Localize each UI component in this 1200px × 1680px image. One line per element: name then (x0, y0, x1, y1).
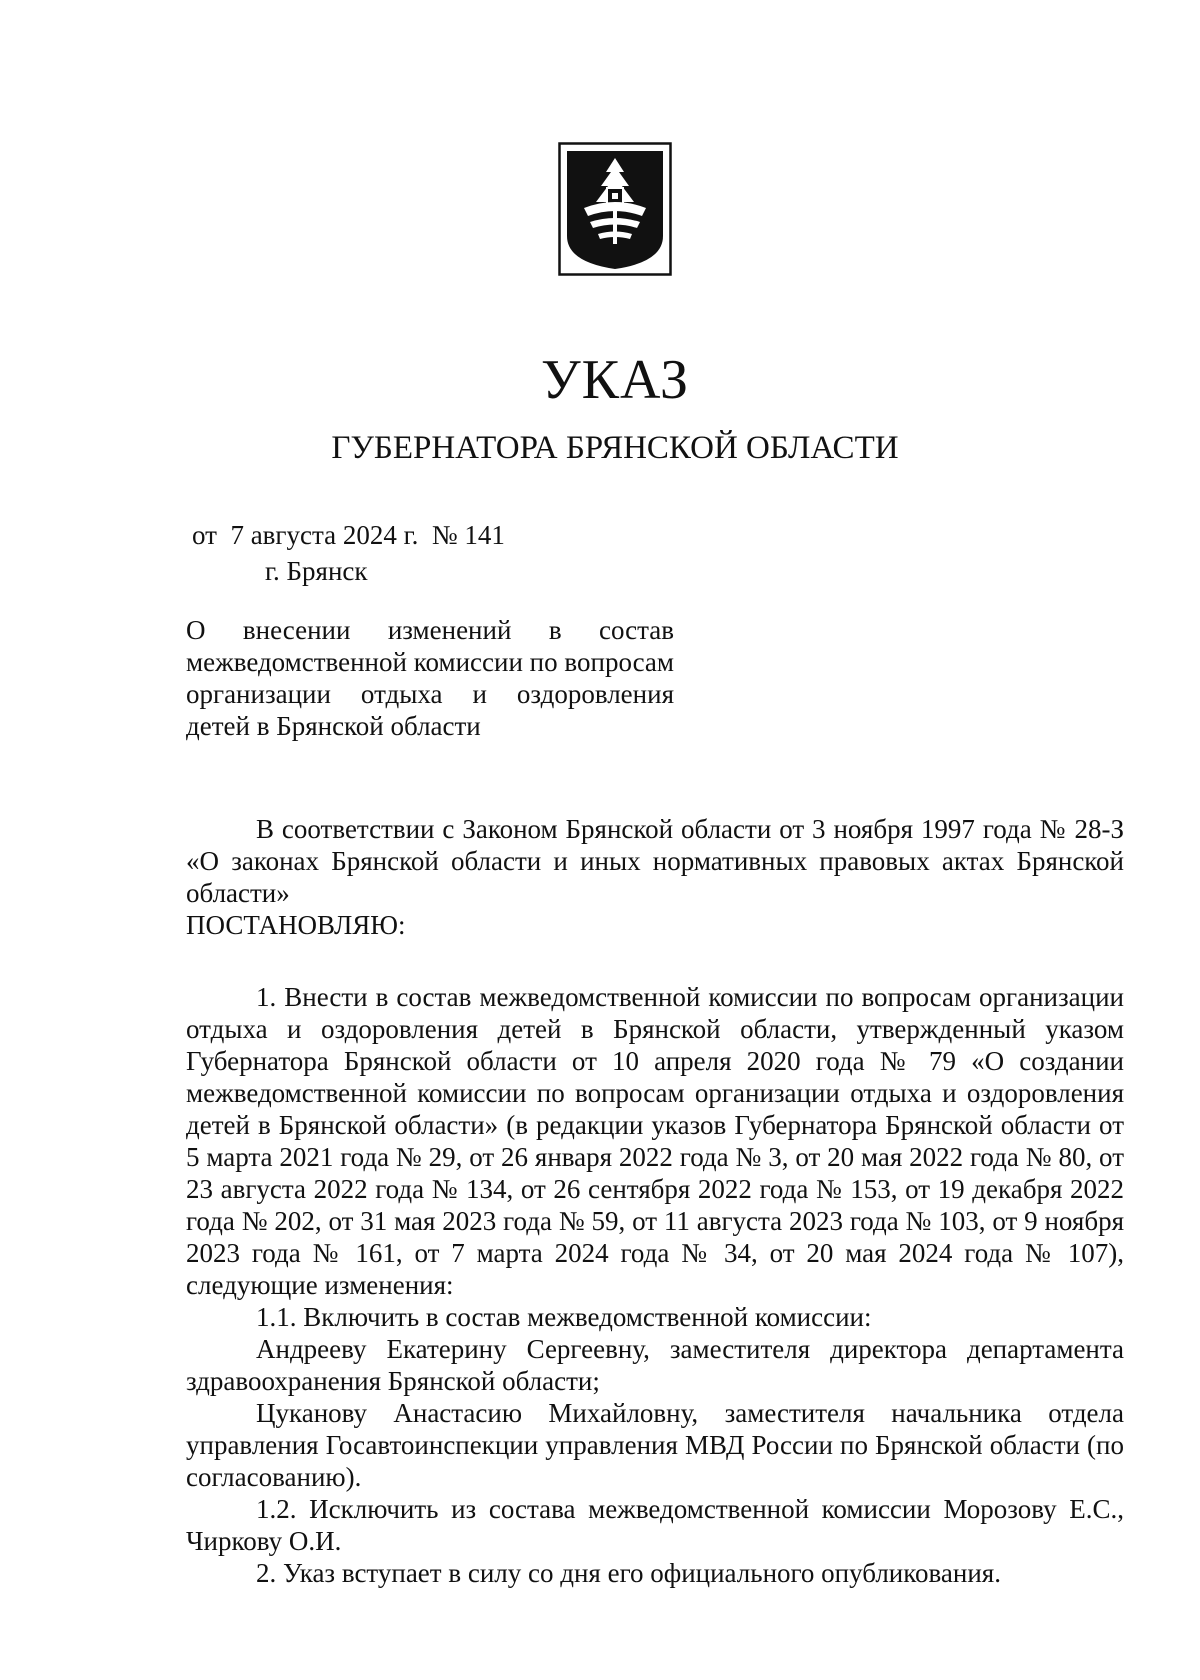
document-body (186, 813, 1124, 1589)
coat-of-arms-icon (558, 142, 672, 276)
document-subject: О внесении изменений в состав межведомственной комиссии по вопросам организации отдыха и оздоровления детей в Брянской области (186, 615, 674, 741)
document-subtitle: ГУБЕРНАТОРА БРЯНСКОЙ ОБЛАСТИ (331, 430, 899, 466)
resolve-word: ПОСТАНОВЛЯЮ: (186, 910, 406, 940)
city: г. Брянск (265, 556, 368, 586)
item-2-paragraph: 2. Указ вступает в силу со дня его официального опубликования. (256, 1558, 1001, 1588)
date-and-number: от 7 августа 2024 г. № 141 (192, 520, 505, 550)
item-1-paragraph: 1. Внести в состав межведомственной комиссии по вопросам организации отдыха и оздоровления детей в Брянской области, утвержденный указом Губернатора Брянской области от 10 апреля 2020 года № 79 «О создании межведомственной комиссии по вопросам организации отдыха и оздоровления детей в Брянской области» (в редакции указов Губернатора Брянской области от 5 марта 2021 года № 29, от 26 января 2022 года № 3, от 20 мая 2022 года № 80, от 23 августа 2022 года № 134, от 26 сентября 2022 года № 153, от 19 декабря 2022 года № 202, от 31 мая 2023 года № 59, от 11 августа 2023 года № 103, от 9 ноября 2023 года № 161, от 7 марта 2024 года № 34, от 20 мая 2024 года № 107), следующие изменения: (186, 982, 1124, 1300)
preamble-paragraph: В соответствии с Законом Брянской области от 3 ноября 1997 года № 28-З «О законах Брянской области и иных нормативных правовых актах Брянской области» (186, 814, 1124, 908)
person-1-paragraph: Андрееву Екатерину Сергеевну, заместителя директора департамента здравоохранения Брянской области; (186, 1334, 1124, 1396)
item-1-2-paragraph: 1.2. Исключить из состава межведомственной комиссии Морозову Е.С., Чиркову О.И. (186, 1494, 1124, 1556)
document-title: УКАЗ (540, 349, 690, 411)
item-1-1-paragraph: 1.1. Включить в состав межведомственной комиссии: (256, 1302, 872, 1332)
person-2-paragraph: Цуканову Анастасию Михайловну, заместителя начальника отдела управления Госавтоинспекции управления МВД России по Брянской области (по согласованию). (186, 1398, 1124, 1492)
